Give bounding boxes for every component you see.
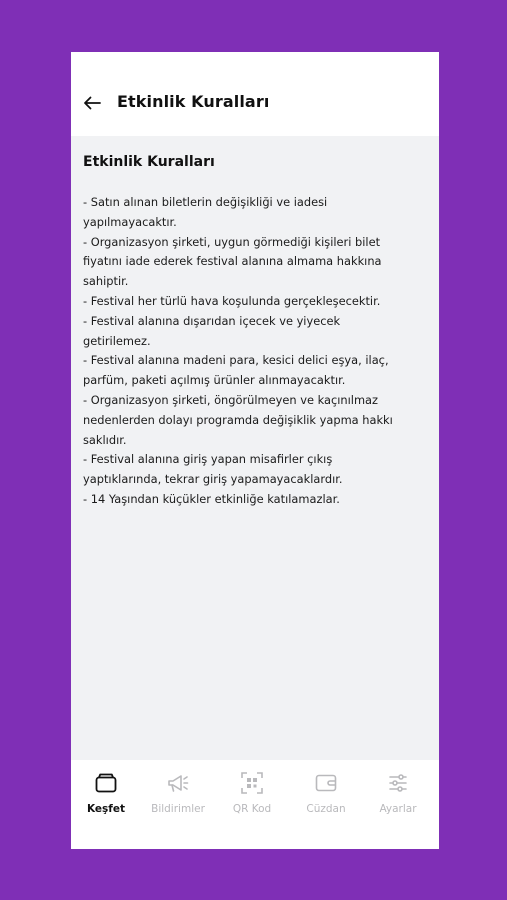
rules-content[interactable] bbox=[71, 136, 439, 760]
rule-line: - Organizasyon şirketi, öngörülmeyen ve kaçınılmaz bbox=[83, 392, 378, 407]
rules-list bbox=[83, 193, 429, 510]
tab-bildirimler[interactable] bbox=[145, 771, 211, 821]
rule-line: sahiptir. bbox=[83, 274, 129, 289]
tab-kesfet[interactable] bbox=[73, 771, 139, 821]
tab-qr-kod[interactable] bbox=[219, 771, 285, 821]
tab-label: Keşfet bbox=[86, 803, 126, 815]
rule-line: getirilemez. bbox=[83, 333, 151, 348]
back-button[interactable] bbox=[79, 90, 105, 116]
sliders-icon bbox=[386, 771, 410, 795]
rule-line: nedenlerden dolayı programda değişiklik yapma hakkı bbox=[83, 412, 393, 427]
tab-label: Cüzdan bbox=[306, 803, 346, 815]
rule-line: - Festival alanına giriş yapan misafirler çıkış bbox=[83, 452, 333, 467]
wallet-icon bbox=[314, 771, 338, 795]
app-header bbox=[71, 52, 439, 136]
tab-label: Ayarlar bbox=[379, 803, 417, 815]
tab-ayarlar[interactable] bbox=[365, 771, 431, 821]
app-screen bbox=[71, 52, 439, 849]
rule-line: saklıdır. bbox=[83, 432, 127, 447]
qr-scan-icon bbox=[240, 771, 264, 795]
rule-line: - 14 Yaşından küçükler etkinliğe katılamazlar. bbox=[83, 491, 340, 506]
rule-line: - Festival alanına madeni para, kesici delici eşya, ilaç, bbox=[83, 353, 389, 368]
rule-line: yaptıklarında, tekrar giriş yapamayacaklardır. bbox=[83, 472, 343, 487]
page-title: Etkinlik Kuralları bbox=[117, 92, 270, 111]
arrow-left-icon bbox=[83, 96, 101, 110]
tab-label: QR Kod bbox=[232, 803, 272, 815]
rule-line: - Festival her türlü hava koşulunda gerçekleşecektir. bbox=[83, 293, 381, 308]
rule-line: parfüm, paketi açılmış ürünler alınmayacaktır. bbox=[83, 373, 346, 388]
rule-line: - Festival alanına dışarıdan içecek ve yiyecek bbox=[83, 313, 341, 328]
tab-cuzdan[interactable] bbox=[293, 771, 359, 821]
discover-box-icon bbox=[94, 771, 118, 795]
rule-line: - Satın alınan biletlerin değişikliği ve iadesi bbox=[83, 195, 328, 209]
megaphone-icon bbox=[166, 771, 190, 795]
rule-line: yapılmayacaktır. bbox=[83, 214, 177, 229]
rule-line: fiyatını iade ederek festival alanına almama hakkına bbox=[83, 254, 382, 269]
bottom-tab-bar bbox=[71, 760, 439, 849]
section-title: Etkinlik Kuralları bbox=[83, 154, 215, 170]
rule-line: - Organizasyon şirketi, uygun görmediği kişileri bilet bbox=[83, 234, 381, 249]
tab-label: Bildirimler bbox=[151, 803, 205, 815]
